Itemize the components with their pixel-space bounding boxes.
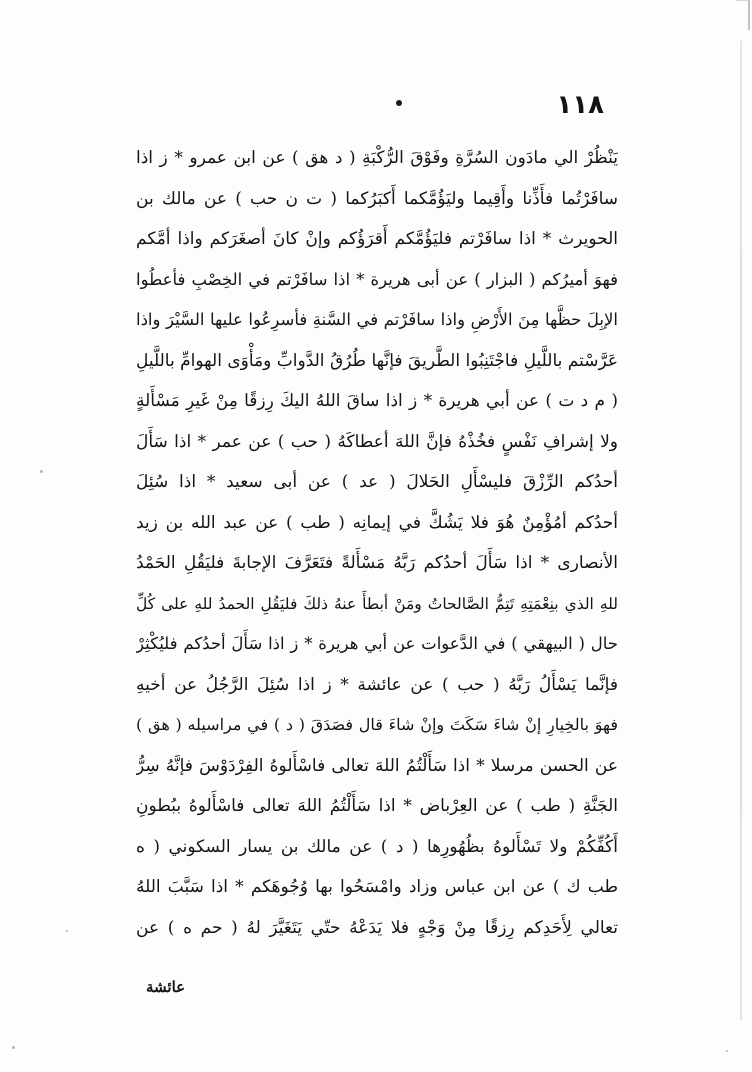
scan-speck [66,930,68,932]
text-line: الأنصارى * اذا سَأَلَ أحدُكم رَبَّهُ مَسْأَلةً فتَعَرَّفَ الإجابةَ فليَقُلِ الحَمْدُ [136,553,618,573]
text-line: الجَنَّةِ ( طب ) عن العِرْباض * اذا سَأَلْتُمُ اللهَ تعالى فاسْأَلوهُ ببُطونِ [136,796,618,816]
text-line: سافَرْتُما فأَذِّنا وأَقِيما وليَؤُمَّكما أَكبَرُكما ( ت ن حب ) عن مالك بن [136,188,618,209]
scan-speck [40,470,43,473]
text-line: يَنْظُرْ الي مادَون السُرَّةِ وفَوْقَ الرُّكْبَةِ ( د هق ) عن ابن عمرو * ز اذا [136,148,618,168]
text-line: الإبِلَ حظَّها مِنَ الأَرْضِ واذا سافَرْتم في السَّنةِ فأسرِعُوا عليها السَّيْرَ واذا [136,310,618,329]
scan-speck [726,1050,728,1052]
text-line: ( م د ت ) عن أبي هريرة * ز اذا ساقَ اللهُ اليكَ رِزقًا مِنْ غَيرِ مَسْأَلةٍ [136,391,618,411]
header-dot [396,100,402,106]
catchword: عائشة [146,978,186,996]
scan-speck [12,1046,15,1049]
scan-edge-shadow [740,40,742,1020]
text-line: عَرَّسْتم باللَّيلِ فاجْتَنِبُوا الطَّريقَ فإنَّها طُرُقُ الدَّوابِّ ومَأْوَى الهوامِّ باللَّيلِ [136,350,618,371]
text-line: تعالي لِأَحَدِكم رِزقًا مِنْ وَجْهٍ فلا يَدَعْهُ حتّي يَتَغَيَّرَ لهُ ( حم ه ) عن [136,917,618,938]
text-line: فهوَ بالخِيارِ إنْ شاءَ سَكَتَ وإنْ شاءَ قال فصَدَقَ ( د ) في مراسيله ( هق ) [136,715,618,734]
main-text [136,138,618,948]
text-line: أحدُكم الرِّزْقَ فليسْأَلِ الحَلالَ ( عد ) عن أبى سعيد * اذا سُئِلَ [136,472,618,492]
text-line: أَكُفِّكُمْ ولا تَسْأَلوهُ بظُهُورِها ( د ) عن مالك بن يسار السكوني ( ه [136,836,618,857]
text-line: حال ( البيهقي ) في الدَّعوات عن أبي هريرة * ز اذا سَأَلَ أحدُكم فليُكْثِرْ [136,634,618,653]
text-line: أحدُكم أمُؤْمِنٌ هُوَ فلا يَشُكَّ في إيمانِه ( طب ) عن عبد الله بن زيد [136,512,618,533]
text-line: الحويرث * اذا سافَرْتم فليَؤُمَّكم أَقرَؤُكم وإنْ كانَ أصغَرَكم واذا أمَّكم [136,229,618,249]
text-line: فإنَّما يَسْأَلُ رَبَّهُ ( حب ) عن عائشة * ز اذا سُئِلَ الرَّجُلُ عن أخيهِ [136,674,618,695]
text-line: عن الحسن مرسلا * اذا سَأَلْتُمُ اللهَ تعالى فاسْأَلوهُ الفِرْدَوْسَ فإنَّهُ سِرُّ [136,755,618,776]
text-line: للهِ الذي بنِعْمَتِهِ تَتِمُّ الصَّالحاتُ ومَنْ أبطأَ عنهُ ذلكَ فليَقُلِ الحمدُ للهِ على كُلِّ [136,594,618,613]
text-line: طب ك ) عن ابن عباس وزاد وامْسَحُوا بها وُجُوهَكم * اذا سَبَّبَ اللهُ [136,877,618,897]
scan-corner-mark [736,0,750,30]
page-number: ١١٨ [556,90,604,120]
text-line: فهوَ أميرُكم ( البزار ) عن أبى هريرة * اذا سافَرْتم في الخِصْبِ فأعطُوا [136,269,618,289]
text-line: ولا إشرافِ نَفْسٍ فخُذْهُ فإنَّ اللهَ أعطاكَهُ ( حب ) عن عمر * اذا سَأَلَ [136,431,618,452]
